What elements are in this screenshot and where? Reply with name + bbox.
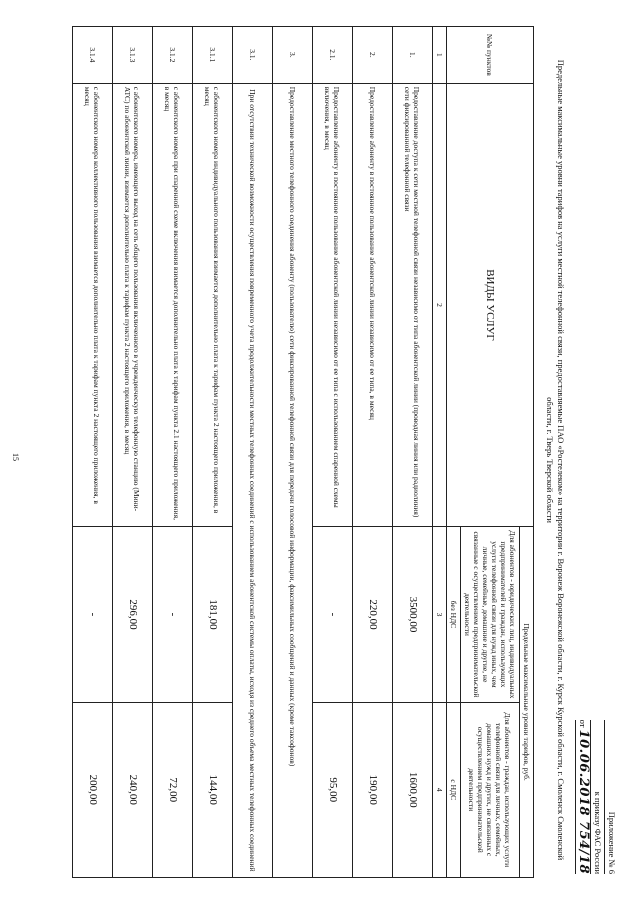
row-service: с абонентского номера, имеющего выход на сеть общего пользования включенного в учрежденческую телефонную станцию (Мини-АТС) по абонентской линии, взимается дополнительно плата к тарифам пункта 2 настоящего приложения, в месяц — [113, 83, 153, 527]
row-value-v1: - — [153, 527, 193, 702]
row-value-v2: 72,00 — [153, 702, 193, 877]
table-row — [113, 27, 153, 878]
row-value-v1: - — [313, 527, 353, 702]
date-prefix: от — [578, 719, 588, 728]
appendix-reference — [575, 720, 618, 874]
table-row — [153, 27, 193, 878]
price-group-header: Предельные максимальные уровни тарифов, руб. — [520, 527, 534, 878]
rotated-document — [32, 12, 622, 892]
row-num: 2.1. — [313, 27, 353, 84]
row-service: Предоставление абоненту в постоянное пользование абонентской линии независимо от ее типа, в месяц — [353, 83, 393, 527]
document-title: Предельные максимальные уровни тарифов на услуги местной телефонной связи, предоставляемые ПАО «Ростелеком» на территории г. Воронеж Воронежской области, г. Курск Курской области, г. Смоленск Смоленской области, г. Тверь Тверской области — [545, 59, 566, 861]
appendix-line-1: Приложение № 6 — [604, 720, 618, 874]
row-value-v2: 200,00 — [73, 702, 113, 877]
table-row — [233, 27, 273, 878]
row-num: 2. — [353, 27, 393, 84]
col-num-header: №№ пунктов — [447, 27, 534, 84]
table-row — [193, 27, 233, 878]
row-value-v1: 296,00 — [113, 527, 153, 702]
col-v1-header: Для абонентов - юридических лиц, индивидуальных предпринимателей и граждан, использующих услуги телефонной связи для нужд иных, чем личные, семейные, домашние и другие, не связанные с осуществлением предпринимательской деятельности — [461, 527, 520, 702]
row-num: 3.1. — [233, 27, 273, 84]
col-service-header: ВИДЫ УСЛУГ — [447, 83, 534, 527]
col-v1-vat: без НДС — [447, 527, 461, 702]
row-num: 1. — [393, 27, 433, 84]
col-number-1: 1 — [433, 27, 447, 84]
col-number-3: 3 — [433, 527, 447, 702]
row-service: Предоставление доступа к сети местной телефонной связи независимо от типа абонентской линии (проводная линия или радиолиния) сети фиксированной телефонной связи — [393, 83, 433, 527]
row-value-v2: 1600,00 — [393, 702, 433, 877]
row-num: 3.1.2 — [153, 27, 193, 84]
row-value-v1: - — [73, 527, 113, 702]
row-value-v2: 240,00 — [113, 702, 153, 877]
table-row — [273, 27, 313, 878]
appendix-date-line — [575, 720, 590, 874]
row-service-span: При отсутствии технической возможности осуществления повременного учета продолжительности местных телефонных соединений с использованием абонентской системы оплаты, исходя из среднего объема местных телефонных соединений — [233, 83, 273, 877]
handwritten-date: 10.06.2018 754/18 — [576, 729, 591, 874]
row-value-v2: 95,00 — [313, 702, 353, 877]
table-row — [353, 27, 393, 878]
row-service-span: Предоставление местного телефонного соединения абоненту (пользователю) сети фиксированной телефонной связи для передачи голосовой информации, факсимильных сообщений и данных (кроме таксофонов) — [273, 83, 313, 877]
col-v2-header: Для абонентов - граждан, использующих услуги телефонной связи для личных, семейных, домашних нужд и других, не связанных с осуществлением предпринимательской деятельности — [461, 702, 520, 877]
row-service: с абонентского номера индивидуального пользования взимается дополнительно плата к тарифам пункта 2 настоящего приложения, в месяц — [193, 83, 233, 527]
row-service: с абонентского номера при спаренной схеме включения взимается дополнительно плата к тарифам пункта 2.1 настоящего приложения, в месяц — [153, 83, 193, 527]
row-service: с абонентского номера коллективного пользования взимается дополнительно плата к тарифам пункта 2 настоящего приложения, в месяц — [73, 83, 113, 527]
col-v2-vat: с НДС — [447, 702, 461, 877]
tariff-table — [72, 26, 534, 878]
row-value-v1: 3500,00 — [393, 527, 433, 702]
table-row — [313, 27, 353, 878]
row-num: 3.1.3 — [113, 27, 153, 84]
row-value-v1: 220,00 — [353, 527, 393, 702]
page-number: 15 — [11, 453, 20, 461]
row-num: 3.1.4 — [73, 27, 113, 84]
table-row — [73, 27, 113, 878]
table-row — [393, 27, 433, 878]
row-value-v1: 181,00 — [193, 527, 233, 702]
row-value-v2: 144,00 — [193, 702, 233, 877]
header-block — [545, 12, 622, 892]
row-value-v2: 190,00 — [353, 702, 393, 877]
col-number-4: 4 — [433, 702, 447, 877]
row-num: 3. — [273, 27, 313, 84]
col-number-2: 2 — [433, 83, 447, 527]
appendix-line-2: к приказу ФАС России — [590, 720, 604, 874]
row-num: 3.1.1 — [193, 27, 233, 84]
row-service: Предоставление абоненту в постоянное пользование абонентской линии независимо от ее типа с использованием спаренной схемы включения, в месяц — [313, 83, 353, 527]
